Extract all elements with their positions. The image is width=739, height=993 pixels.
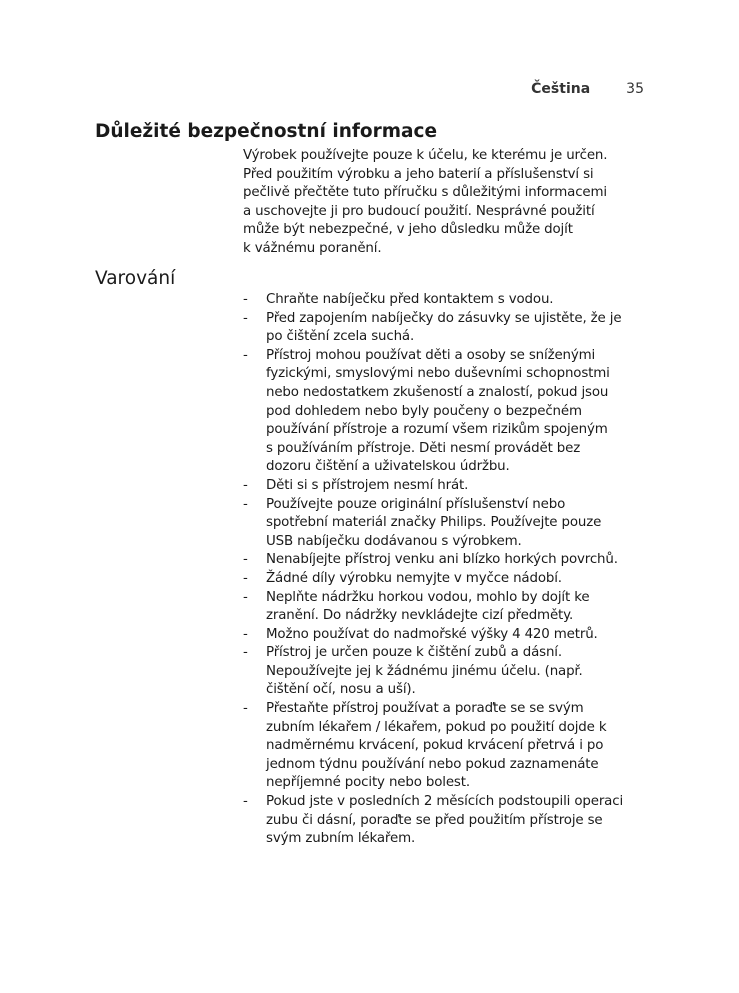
bullet-dash: -	[243, 589, 248, 605]
warning-line: Možno používat do nadmořské výšky 4 420 metrů.	[266, 626, 598, 642]
warning-line: dozoru čištění a uživatelskou údržbu.	[266, 459, 510, 475]
bullet-dash: -	[243, 701, 248, 717]
bullet-dash: -	[243, 570, 248, 586]
warning-item	[243, 347, 648, 477]
warning-line: zranění. Do nádržky nevkládejte cizí předměty.	[266, 608, 574, 624]
warning-line: fyzickými, smyslovými nebo duševními schopnostmi	[266, 366, 610, 382]
bullet-dash: -	[243, 645, 248, 661]
warning-line: nepříjemné pocity nebo bolest.	[266, 775, 470, 791]
warning-line: Přístroj mohou používat děti a osoby se sníženými	[266, 347, 596, 363]
warning-item	[243, 589, 648, 626]
warning-line: Pokud jste v posledních 2 měsících podstoupili operaci	[266, 794, 624, 810]
warning-line: nadměrnému krvácení, pokud krvácení přetrvá i po	[266, 738, 604, 754]
warning-item	[243, 626, 648, 645]
warning-line: Nenabíjejte přístroj venku ani blízko horkých povrchů.	[266, 552, 618, 568]
bullet-dash: -	[243, 347, 248, 363]
warning-line: s používáním přístroje. Děti nesmí provádět bez	[266, 440, 581, 456]
warning-line: USB nabíječku dodávanou s výrobkem.	[266, 533, 522, 549]
warning-line: Žádné díly výrobku nemyjte v myčce nádobí.	[266, 570, 562, 586]
warning-line: Neplňte nádržku horkou vodou, mohlo by dojít ke	[266, 589, 590, 605]
bullet-dash: -	[243, 310, 248, 326]
warning-line: čištění očí, nosu a uší).	[266, 682, 416, 698]
warning-line: nebo nedostatkem zkušeností a znalostí, pokud jsou	[266, 384, 609, 400]
intro-line: k vážnému poranění.	[243, 240, 382, 256]
warning-line: Chraňte nabíječku před kontaktem s vodou.	[266, 292, 554, 307]
warning-line: Děti si s přístrojem nesmí hrát.	[266, 477, 469, 493]
warning-line: po čištění zcela suchá.	[266, 329, 415, 345]
bullet-dash: -	[243, 496, 248, 512]
warning-item	[243, 551, 648, 570]
warning-list	[243, 291, 648, 849]
intro-paragraph	[243, 147, 643, 259]
warning-line: jednom týdnu používání nebo pokud zaznamenáte	[266, 756, 599, 772]
warning-line: svým zubním lékařem.	[266, 831, 416, 847]
warning-line: Před zapojením nabíječky do zásuvky se ujistěte, že je	[266, 310, 622, 326]
section-title-warning: Varování	[95, 268, 176, 289]
intro-line: může být nebezpečné, v jeho důsledku může dojít	[243, 222, 573, 238]
warning-line: zubu či dásní, poraďte se před použitím přístroje se	[266, 812, 603, 828]
warning-item	[243, 793, 648, 849]
intro-line: a uschovejte ji pro budoucí použití. Nesprávné použití	[243, 203, 595, 219]
page-header	[531, 81, 644, 97]
warning-item	[243, 477, 648, 496]
warning-line: Nepoužívejte jej k žádnému jinému účelu. (např.	[266, 663, 583, 679]
language-label: Čeština	[531, 81, 591, 97]
bullet-dash: -	[243, 477, 248, 493]
warning-line: používání přístroje a rozumí všem rizikům spojeným	[266, 422, 608, 438]
section-title-safety: Důležité bezpečnostní informace	[95, 121, 438, 142]
warning-item	[243, 570, 648, 589]
warning-line: Používejte pouze originální příslušenství nebo	[266, 496, 566, 512]
warning-line: Přístroj je určen pouze k čištění zubů a dásní.	[266, 645, 562, 661]
intro-line: Výrobek používejte pouze k účelu, ke kterému je určen.	[243, 148, 608, 163]
warning-item	[243, 700, 648, 793]
warning-item	[243, 496, 648, 552]
warning-line: zubním lékařem / lékařem, pokud po použití dojde k	[266, 719, 607, 735]
intro-line: Před použitím výrobku a jeho baterií a příslušenství si	[243, 166, 594, 182]
bullet-dash: -	[243, 552, 248, 568]
warning-item	[243, 310, 648, 347]
bullet-dash: -	[243, 292, 248, 307]
warning-item	[243, 291, 648, 310]
bullet-dash: -	[243, 626, 248, 642]
page-number: 35	[626, 81, 644, 97]
warning-line: Přestaňte přístroj používat a poraďte se se svým	[266, 701, 584, 717]
intro-line: pečlivě přečtěte tuto příručku s důležitými informacemi	[243, 185, 607, 201]
warning-line: pod dohledem nebo byly poučeny o bezpečném	[266, 403, 582, 419]
warning-item	[243, 644, 648, 700]
warning-line: spotřební materiál značky Philips. Používejte pouze	[266, 515, 602, 531]
bullet-dash: -	[243, 794, 248, 810]
